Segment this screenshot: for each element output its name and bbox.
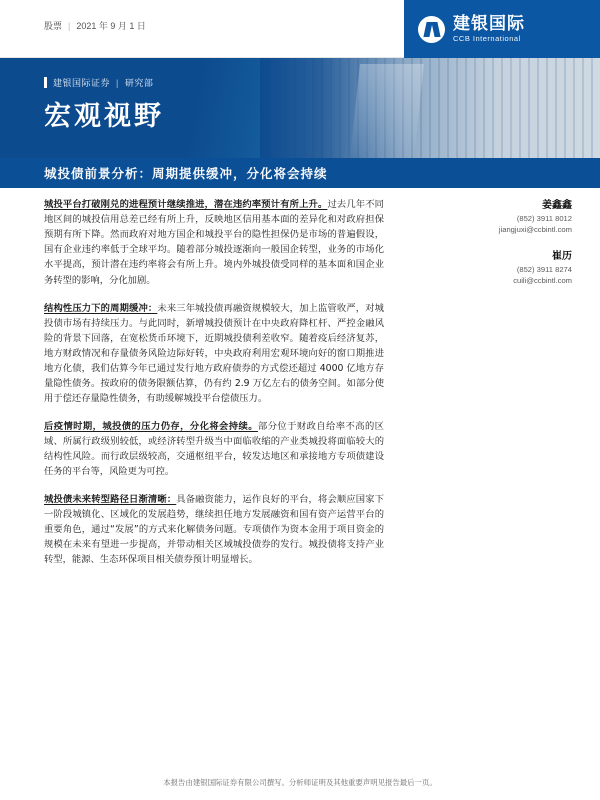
analyst-entry (452, 196, 572, 235)
kicker-accent-bar (44, 77, 47, 88)
header-date: 2021 年 9 月 1 日 (76, 21, 146, 31)
analyst-entry (452, 247, 572, 286)
footer-disclaimer: 本报告由建银国际证券有限公司撰写。分析师证明及其他重要声明见报告最后一页。 (163, 778, 437, 787)
brand-name-en: CCB International (453, 34, 521, 44)
paragraph (44, 419, 384, 479)
paragraph (44, 197, 384, 287)
paragraph-lead: 城投平台打破刚兑的进程预计继续推进，潜在违约率预计有所上升。 (44, 199, 328, 211)
hero-background-image (260, 58, 600, 158)
brand-name-cn: 建银国际 (453, 13, 525, 33)
report-subtitle: 城投债前景分析：周期提供缓冲，分化将会持续 (44, 167, 328, 181)
brand-text (453, 15, 525, 44)
main-column (44, 188, 384, 580)
paragraph-lead: 结构性压力下的周期缓冲： (44, 302, 158, 314)
hero-kicker-right: 研究部 (124, 78, 154, 88)
page-title: 宏观视野 (44, 101, 164, 132)
ccb-logo-icon (418, 16, 445, 43)
header-separator: | (68, 20, 71, 31)
hero-banner (0, 58, 600, 158)
analyst-email[interactable]: jiangjuxi@ccbintl.com (498, 225, 572, 234)
paragraph-text: 具备融资能力，运作良好的平台，将会顺应国家下一阶段城镇化、区域化的发展趋势，继续担任地方发展融资和国有资产运营平台的重要角色，通过“发展”的方式来化解债务问题。专项债作为资本金用于项目资金的规模在未来有望进一步提高，并带动相关区域城投债券的发行。城投债将支持产业转型，能源、生态环保项目相关债券预计明显增长。 (44, 494, 384, 566)
hero-kicker (44, 76, 153, 89)
hero-kicker-separator: | (116, 77, 119, 88)
analyst-phone: (852) 3911 8274 (516, 265, 572, 274)
paragraph-text: 部分位于财政自给率不高的区域、所属行政级别较低，或经济转型升级当中面临收缩的产业类城投将面临较大的结构性风险。而行政层级较高，交通枢纽平台，较发达地区和承接地方专项债建设任务的平台等，风险更为可控。 (44, 420, 384, 478)
analyst-email[interactable]: cuili@ccbintl.com (513, 276, 572, 285)
hero-kicker-left: 建银国际证券 (53, 78, 111, 88)
paragraph-lead: 城投债未来转型路径日渐清晰： (44, 494, 177, 506)
analyst-sidebar (452, 196, 572, 298)
paragraph-text: 过去几年不同地区间的城投信用总差已经有所上升，反映地区信用基本面的差异化和对政府担保预期有所下降。然而政府对地方国企和城投平台的隐性担保仍是市场的普遍假设，国有企业违约率低于全球平均。随着部分城投逐渐向一般国企转型，业务的市场化水平提高，预计潜在违约率将会有所上升。境内外城投债受同样的基本面和国企业务转型的影响，分化加剧。 (44, 199, 384, 286)
header-meta (44, 19, 146, 32)
brand-block (404, 0, 600, 58)
paragraph (44, 301, 384, 406)
analyst-name: 姜鑫鑫 (542, 200, 572, 211)
analyst-name: 崔历 (552, 251, 572, 262)
paragraph-lead: 后疫情时期，城投债的压力仍存，分化将会持续。 (44, 420, 258, 432)
paragraph (44, 492, 384, 567)
analyst-phone: (852) 3911 8012 (516, 214, 572, 223)
subtitle-band (0, 158, 600, 188)
top-header-bar (0, 0, 600, 58)
paragraph-text: 未来三年城投债再融资规模较大，加上监管收严，对城投债市场有持续压力。与此同时，新增城投债预计在中央政府降杠杆、严控金融风险的背景下回落，在宽松货币环境下，近期城投债利差收窄。随着疫后经济复苏，地方财政情况和存量债务风险边际好转，中央政府利用宏观环境向好的窗口期推进地方化债，我们估算今年已通过发行地方政府债券的方式偿还超过 4000 亿地方存量隐性债务。按政府的债务限额估算，仍有约 2.9 万亿左右的债务空间。如部分使用于偿还存量隐性债务，有助缓解城投平台偿债压力。 (44, 302, 384, 404)
header-category-tag: 股票 (44, 21, 63, 31)
